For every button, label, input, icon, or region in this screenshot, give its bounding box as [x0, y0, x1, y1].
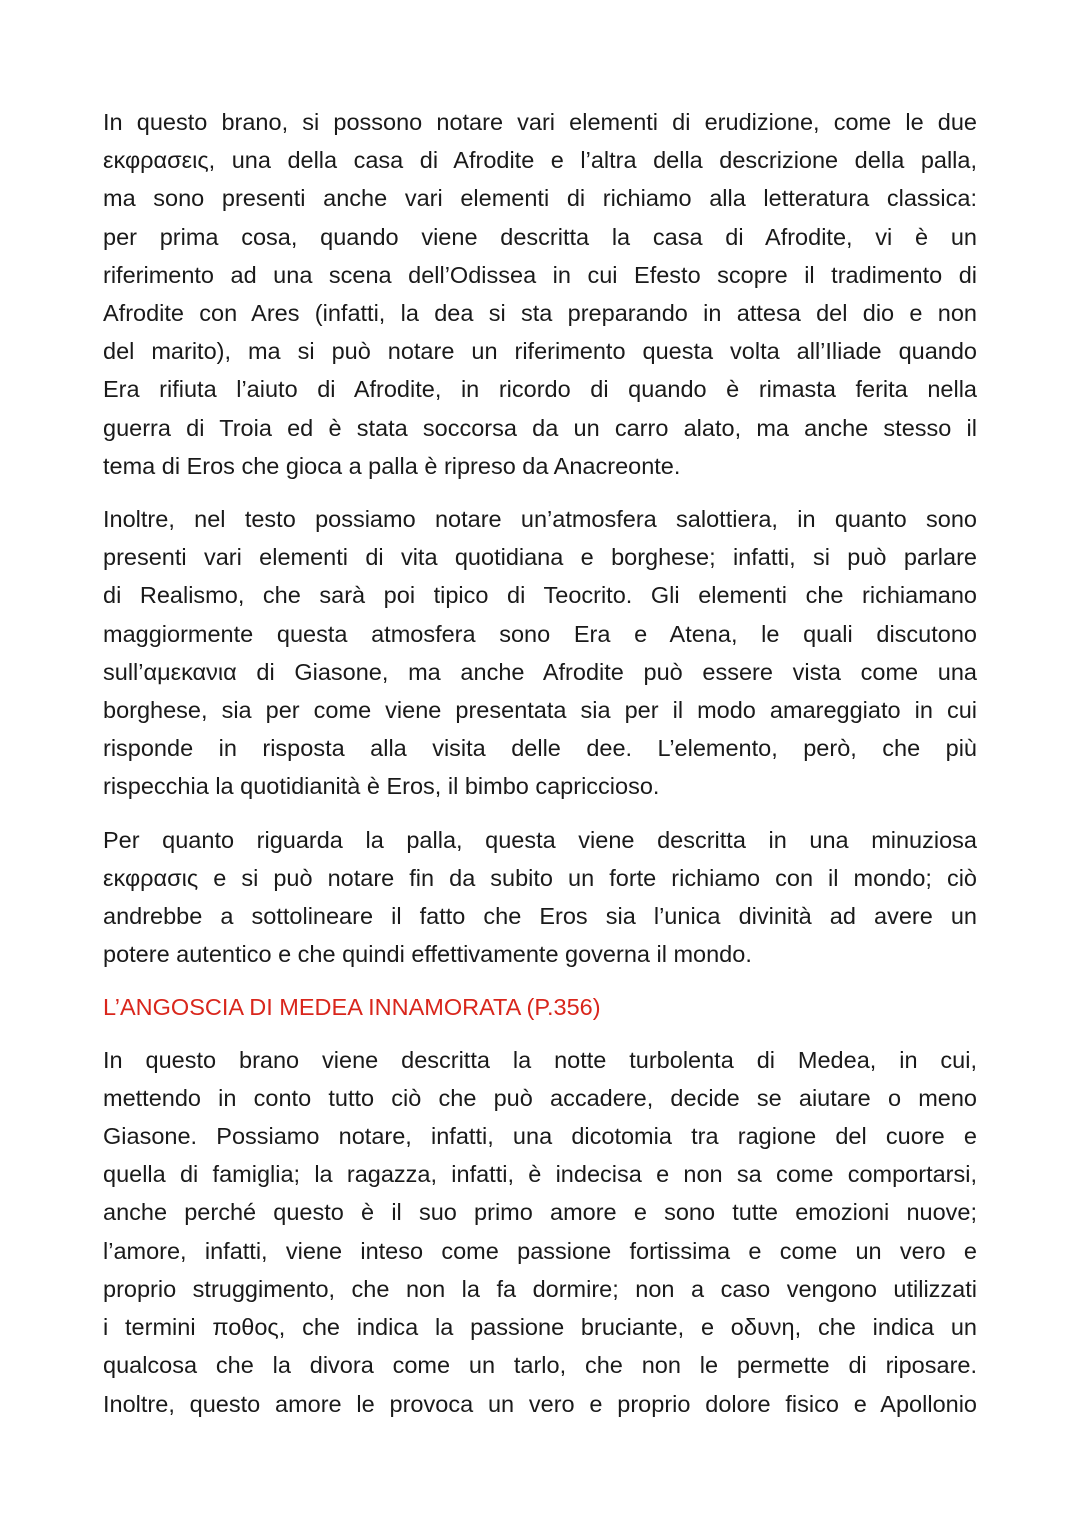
- paragraph-line: proprio struggimento, che non la fa dormire; non a caso vengono utilizzati: [103, 1275, 977, 1302]
- paragraph-line: Inoltre, questo amore le provoca un vero e proprio dolore fisico e Apollonio: [103, 1390, 977, 1417]
- paragraph-line: mettendo in conto tutto ciò che può accadere, decide se aiutare o meno: [103, 1084, 977, 1111]
- paragraph-line: rispecchia la quotidianità è Eros, il bimbo capriccioso.: [103, 773, 660, 800]
- paragraph-line: εκφρασις e si può notare fin da subito un forte richiamo con il mondo; ciò: [103, 864, 977, 891]
- paragraph-line: borghese, sia per come viene presentata sia per il modo amareggiato in cui: [103, 697, 977, 724]
- document-page: [103, 103, 977, 1438]
- paragraph-line: risponde in risposta alla visita delle dee. L’elemento, però, che più: [103, 735, 977, 762]
- paragraph-line: anche perché questo è il suo primo amore e sono tutte emozioni nuove;: [103, 1199, 977, 1226]
- paragraph-line: quella di famiglia; la ragazza, infatti, è indecisa e non sa come comportarsi,: [103, 1161, 977, 1188]
- paragraph-line: tema di Eros che gioca a palla è ripreso da Anacreonte.: [103, 452, 681, 479]
- paragraph-line: per prima cosa, quando viene descritta la casa di Afrodite, vi è un: [103, 223, 977, 250]
- paragraph-line: Inoltre, nel testo possiamo notare un’atmosfera salottiera, in quanto sono: [103, 506, 977, 533]
- paragraph-line: del marito), ma si può notare un riferimento questa volta all’Iliade quando: [103, 338, 977, 365]
- paragraph-line: Giasone. Possiamo notare, infatti, una dicotomia tra ragione del cuore e: [103, 1123, 977, 1150]
- paragraph-line: Per quanto riguarda la palla, questa viene descritta in una minuziosa: [103, 826, 977, 853]
- paragraph-line: qualcosa che la divora come un tarlo, che non le permette di riposare.: [103, 1352, 977, 1379]
- paragraph-2: [103, 500, 977, 806]
- paragraph-line: guerra di Troia ed è stata soccorsa da un carro alato, ma anche stesso il: [103, 414, 977, 441]
- paragraph-line: εκφρασεις, una della casa di Afrodite e l’altra della descrizione della palla,: [103, 147, 977, 174]
- paragraph-line: In questo brano viene descritta la notte turbolenta di Medea, in cui,: [103, 1046, 977, 1073]
- paragraph-line: ma sono presenti anche vari elementi di richiamo alla letteratura classica:: [103, 185, 977, 212]
- paragraph-line: presenti vari elementi di vita quotidiana e borghese; infatti, si può parlare: [103, 544, 977, 571]
- paragraph-line: maggiormente questa atmosfera sono Era e Atena, le quali discutono: [103, 620, 977, 647]
- paragraph-4: [103, 1041, 977, 1423]
- paragraph-line: di Realismo, che sarà poi tipico di Teocrito. Gli elementi che richiamano: [103, 582, 977, 609]
- paragraph-line: andrebbe a sottolineare il fatto che Eros sia l’unica divinità ad avere un: [103, 903, 977, 930]
- paragraph-line: sull’αμεκανια di Giasone, ma anche Afrodite può essere vista come una: [103, 658, 977, 685]
- section-heading: L’ANGOSCIA DI MEDEA INNAMORATA (P.356): [103, 994, 601, 1021]
- paragraph-line: In questo brano, si possono notare vari elementi di erudizione, come le due: [103, 109, 977, 135]
- paragraph-1: [103, 103, 977, 485]
- paragraph-line: l’amore, infatti, viene inteso come passione fortissima e come un vero e: [103, 1237, 977, 1264]
- paragraph-line: Afrodite con Ares (infatti, la dea si sta preparando in attesa del dio e non: [103, 300, 977, 327]
- paragraph-line: i termini ποθος, che indica la passione bruciante, e οδυνη, che indica un: [103, 1314, 977, 1341]
- paragraph-line: potere autentico e che quindi effettivamente governa il mondo.: [103, 941, 752, 968]
- paragraph-3: [103, 821, 977, 974]
- paragraph-line: Era rifiuta l’aiuto di Afrodite, in ricordo di quando è rimasta ferita nella: [103, 376, 977, 403]
- paragraph-line: riferimento ad una scena dell’Odissea in cui Efesto scopre il tradimento di: [103, 261, 977, 288]
